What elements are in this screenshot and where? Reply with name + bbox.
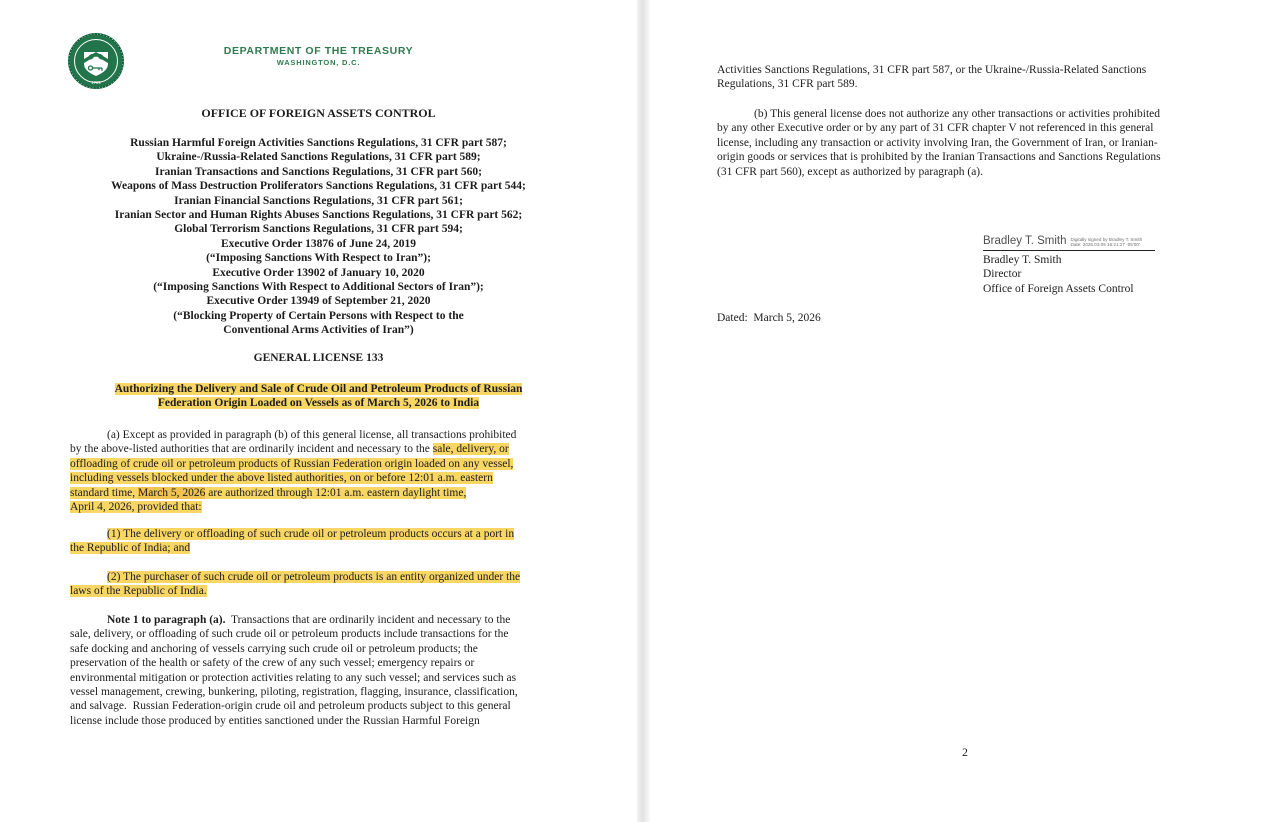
paragraph-b xyxy=(717,107,1212,179)
office-title: OFFICE OF FOREIGN ASSETS CONTROL xyxy=(201,106,436,120)
doc-line: (a) Except as provided in paragraph (b) of this general license, all transactions prohibited xyxy=(107,429,517,441)
doc-line: Iranian Sector and Human Rights Abuses Sanctions Regulations, 31 CFR part 562; xyxy=(114,209,523,222)
page-number: 2 xyxy=(962,747,968,759)
doc-line: Activities Sanctions Regulations, 31 CFR part 587, or the Ukraine-/Russia-Related Sanctions xyxy=(717,64,1147,76)
doc-line: Conventional Arms Activities of Iran”) xyxy=(223,324,414,337)
doc-line: sale, delivery, or offloading of such crude oil or petroleum products include transactions for the xyxy=(70,628,509,641)
svg-text:1789: 1789 xyxy=(91,80,101,85)
doc-line: license, including any transaction or activity involving Iran, the Government of Iran, or Iranian- xyxy=(717,136,1158,149)
doc-line: Ukraine-/Russia-Related Sanctions Regulations, 31 CFR part 589; xyxy=(156,151,481,164)
digital-signature-details: Digitally signed by Bradley T. Smith Date: 2026.03.05 16:21:27 -05'00' xyxy=(1070,237,1143,248)
doc-line: the Republic of India; and xyxy=(70,542,191,555)
doc-line: standard time, March 5, 2026 are authorized through 12:01 a.m. eastern daylight time, xyxy=(70,486,467,499)
doc-line: (“Imposing Sanctions With Respect to Additional Sectors of Iran”); xyxy=(153,281,484,294)
signer-name: Bradley T. Smith xyxy=(983,253,1062,266)
signer-office: Office of Foreign Assets Control xyxy=(983,282,1134,295)
doc-line: Executive Order 13949 of September 21, 2020 xyxy=(206,295,431,308)
signer-title: Director xyxy=(983,268,1022,281)
page-divider xyxy=(637,0,650,822)
doc-line: license include those produced by entities sanctioned under the Russian Harmful Foreign xyxy=(70,714,480,727)
doc-line: Global Terrorism Sanctions Regulations, 31 CFR part 594; xyxy=(174,223,463,236)
doc-line: safe docking and anchoring of vessels carrying such crude oil or petroleum products; the xyxy=(70,642,478,655)
department-city: WASHINGTON, D.C. xyxy=(276,58,361,67)
page-1 xyxy=(0,0,637,822)
note-1 xyxy=(70,613,570,728)
doc-line: (“Blocking Property of Certain Persons with Respect to the xyxy=(173,309,464,322)
dated-line: Dated: March 5, 2026 xyxy=(717,312,821,324)
doc-line: (2) The purchaser of such crude oil or petroleum products is an entity organized under the xyxy=(107,571,521,583)
doc-line: Iranian Financial Sanctions Regulations, 31 CFR part 561; xyxy=(174,194,463,207)
doc-line: (1) The delivery or offloading of such crude oil or petroleum products occurs at a port in xyxy=(107,528,515,540)
doc-line: environmental mitigation or protection activities relating to any such vessel; and services such as xyxy=(70,671,517,684)
doc-line: Executive Order 13876 of June 24, 2019 xyxy=(221,237,416,250)
doc-line: Regulations, 31 CFR part 589. xyxy=(717,78,858,91)
doc-line: Executive Order 13902 of January 10, 2020 xyxy=(212,266,425,279)
doc-line: Authorizing the Delivery and Sale of Crude Oil and Petroleum Products of Russian xyxy=(114,383,523,395)
doc-line: preservation of the health or safety of the crew of any such vessel; emergency repairs or xyxy=(70,657,475,670)
license-title xyxy=(70,382,567,411)
general-license-heading: GENERAL LICENSE 133 xyxy=(253,352,384,364)
doc-line: Weapons of Mass Destruction Proliferators Sanctions Regulations, 31 CFR part 544; xyxy=(111,180,526,193)
department-name: DEPARTMENT OF THE TREASURY xyxy=(223,45,414,57)
doc-line: laws of the Republic of India. xyxy=(70,585,207,598)
doc-line: Note 1 to paragraph (a). Transactions that are ordinarily incident and necessary to the xyxy=(107,614,511,626)
doc-line: Federation Origin Loaded on Vessels as of March 5, 2026 to India xyxy=(157,397,480,410)
doc-line: Russian Harmful Foreign Activities Sanctions Regulations, 31 CFR part 587; xyxy=(130,137,507,149)
doc-line: offloading of crude oil or petroleum products of Russian Federation origin loaded on any vessel, xyxy=(70,457,514,470)
doc-line: vessel management, crewing, bunkering, piloting, registration, flagging, insurance, classification, xyxy=(70,686,518,699)
signature-script: Bradley T. Smith xyxy=(983,235,1067,247)
doc-line: and salvage. Russian Federation-origin crude oil and petroleum products subject to this general xyxy=(70,700,511,713)
paragraph-a xyxy=(70,428,570,514)
doc-line: (b) This general license does not authorize any other transactions or activities prohibited xyxy=(754,108,1160,120)
doc-line: (31 CFR part 560), except as authorized by paragraph (a). xyxy=(717,165,984,178)
agency-header xyxy=(70,45,567,67)
doc-line: including vessels blocked under the above listed authorities, on or before 12:01 a.m. eastern xyxy=(70,472,493,485)
signature-block xyxy=(983,235,1203,296)
doc-line: by the above-listed authorities that are ordinarily incident and necessary to the sale, delivery, or xyxy=(70,443,509,456)
doc-line: April 4, 2026, provided that: xyxy=(70,501,202,514)
condition-1 xyxy=(70,527,570,556)
condition-2 xyxy=(70,570,570,599)
authorities-list xyxy=(55,136,582,338)
doc-line: (“Imposing Sanctions With Respect to Iran”); xyxy=(206,252,431,265)
continuation-paragraph xyxy=(717,63,1212,92)
doc-line: by any other Executive order or by any part of 31 CFR chapter V not referenced in this general xyxy=(717,122,1154,135)
doc-line: Iranian Transactions and Sanctions Regulations, 31 CFR part 560; xyxy=(154,165,483,178)
page-2 xyxy=(650,0,1280,822)
doc-line: origin goods or services that is prohibited by the Iranian Transactions and Sanctions Regulations xyxy=(717,151,1161,164)
digital-signature xyxy=(983,235,1155,251)
